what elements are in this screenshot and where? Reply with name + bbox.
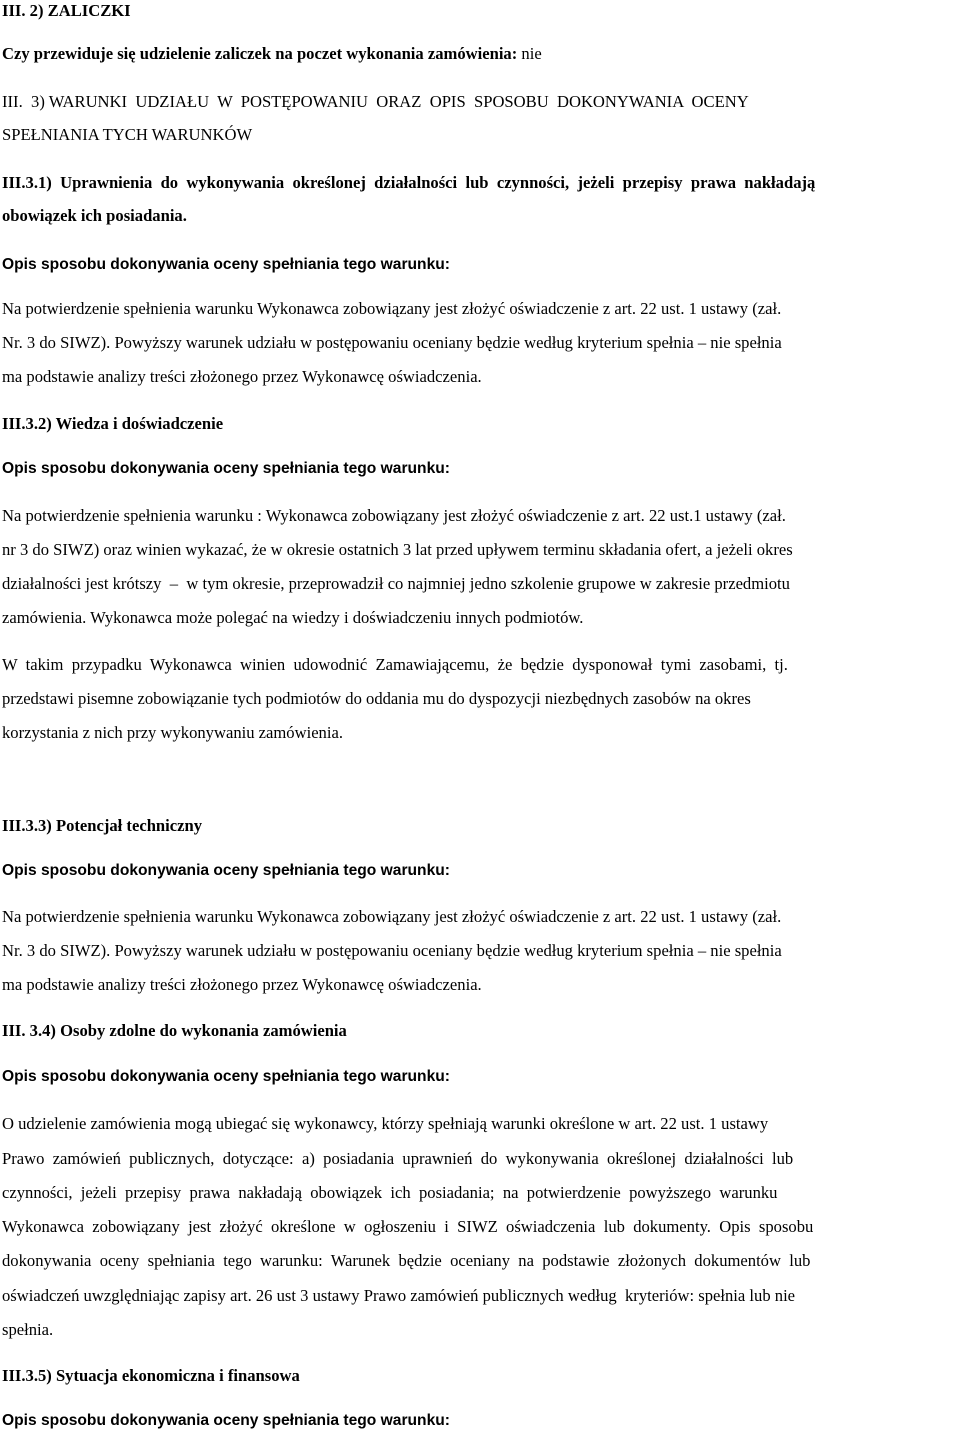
text-334-line7: spełnia. — [2, 1320, 54, 1339]
text-332-line1: Na potwierdzenie spełnienia warunku : Wykonawca zobowiązany jest złożyć oświadczenie z art. 22 ust.1 ustawy (zał. — [2, 506, 786, 525]
text-332-line2: nr 3 do SIWZ) oraz winien wykazać, że w okresie ostatnich 3 lat przed upływem terminu składania ofert, a jeżeli okres — [2, 540, 793, 559]
text-334-line2: Prawo zamówień publicznych, dotyczące: a) posiadania uprawnień do wykonywania określonej działalności lub — [2, 1149, 794, 1168]
text-334-line1: O udzielenie zamówienia mogą ubiegać się wykonawcy, którzy spełniają warunki określone w art. 22 ust. 1 ustawy — [2, 1114, 769, 1133]
text-334-line4: Wykonawca zobowiązany jest złożyć określone w ogłoszeniu i SIWZ oświadczenia lub dokumenty. Opis sposobu — [2, 1217, 814, 1236]
subsection-heading-332: III.3.2) Wiedza i doświadczenie — [2, 414, 224, 433]
text-333-line3: ma podstawie analizy treści złożonego przez Wykonawcę oświadczenia. — [2, 975, 482, 994]
subsection-heading-331-line1: III.3.1) Uprawnienia do wykonywania określonej działalności lub czynności, jeżeli przepisy prawa nakładają — [2, 173, 816, 192]
text-332-line3: działalności jest krótszy – w tym okresie, przeprowadził co najmniej jedno szkolenie grupowe w zakresie przedmiotu — [2, 574, 790, 593]
method-label-334: Opis sposobu dokonywania oceny spełniania tego warunku: — [2, 1068, 450, 1085]
advances-question-line — [2, 44, 542, 64]
text-334-line3: czynności, jeżeli przepisy prawa nakładają obowiązek ich posiadania; na potwierdzenie powyższego warunku — [2, 1183, 778, 1202]
advances-question: Czy przewiduje się udzielenie zaliczek na poczet wykonania zamówienia: — [2, 44, 518, 63]
subsection-heading-334: III. 3.4) Osoby zdolne do wykonania zamówienia — [2, 1021, 347, 1040]
method-label-333: Opis sposobu dokonywania oceny spełniania tego warunku: — [2, 862, 450, 879]
text-331-line2: Nr. 3 do SIWZ). Powyższy warunek udziału w postępowaniu oceniany będzie według kryterium spełnia – nie spełnia — [2, 333, 782, 352]
section-heading-advances: III. 2) ZALICZKI — [2, 1, 131, 20]
text-333-line1: Na potwierdzenie spełnienia warunku Wykonawca zobowiązany jest złożyć oświadczenie z art. 22 ust. 1 ustawy (zał. — [2, 907, 782, 926]
method-label-335: Opis sposobu dokonywania oceny spełniania tego warunku: — [2, 1412, 450, 1429]
text-332-para2-line2: przedstawi pisemne zobowiązanie tych podmiotów do oddania mu do dyspozycji niezbędnych zasobów na okres — [2, 689, 751, 708]
text-334-line5: dokonywania oceny spełniania tego warunku: Warunek będzie oceniany na podstawie złożonych dokumentów lub — [2, 1251, 811, 1270]
text-334-line6: oświadczeń uwzględniając zapisy art. 26 ust 3 ustawy Prawo zamówień publicznych według kryteriów: spełnia lub nie — [2, 1286, 796, 1305]
text-332-para2-line1: W takim przypadku Wykonawca winien udowodnić Zamawiającemu, że będzie dysponował tymi zasobami, tj. — [2, 655, 788, 674]
text-332-line4: zamówienia. Wykonawca może polegać na wiedzy i doświadczeniu innych podmiotów. — [2, 608, 584, 627]
subsection-heading-335: III.3.5) Sytuacja ekonomiczna i finansowa — [2, 1366, 300, 1385]
method-label-331: Opis sposobu dokonywania oceny spełniania tego warunku: — [2, 256, 450, 273]
subsection-heading-331-line2: obowiązek ich posiadania. — [2, 206, 187, 225]
method-label-332: Opis sposobu dokonywania oceny spełniania tego warunku: — [2, 460, 450, 477]
text-331-line3: ma podstawie analizy treści złożonego przez Wykonawcę oświadczenia. — [2, 367, 482, 386]
advances-answer: nie — [521, 44, 542, 63]
section-heading-conditions-line2: SPEŁNIANIA TYCH WARUNKÓW — [2, 125, 253, 144]
section-heading-conditions-line1: III. 3) WARUNKI UDZIAŁU W POSTĘPOWANIU ORAZ OPIS SPOSOBU DOKONYWANIA OCENY — [2, 92, 749, 111]
text-332-para2-line3: korzystania z nich przy wykonywaniu zamówienia. — [2, 723, 343, 742]
text-333-line2: Nr. 3 do SIWZ). Powyższy warunek udziału w postępowaniu oceniany będzie według kryterium spełnia – nie spełnia — [2, 941, 782, 960]
subsection-heading-333: III.3.3) Potencjał techniczny — [2, 816, 203, 835]
text-331-line1: Na potwierdzenie spełnienia warunku Wykonawca zobowiązany jest złożyć oświadczenie z art. 22 ust. 1 ustawy (zał. — [2, 299, 782, 318]
